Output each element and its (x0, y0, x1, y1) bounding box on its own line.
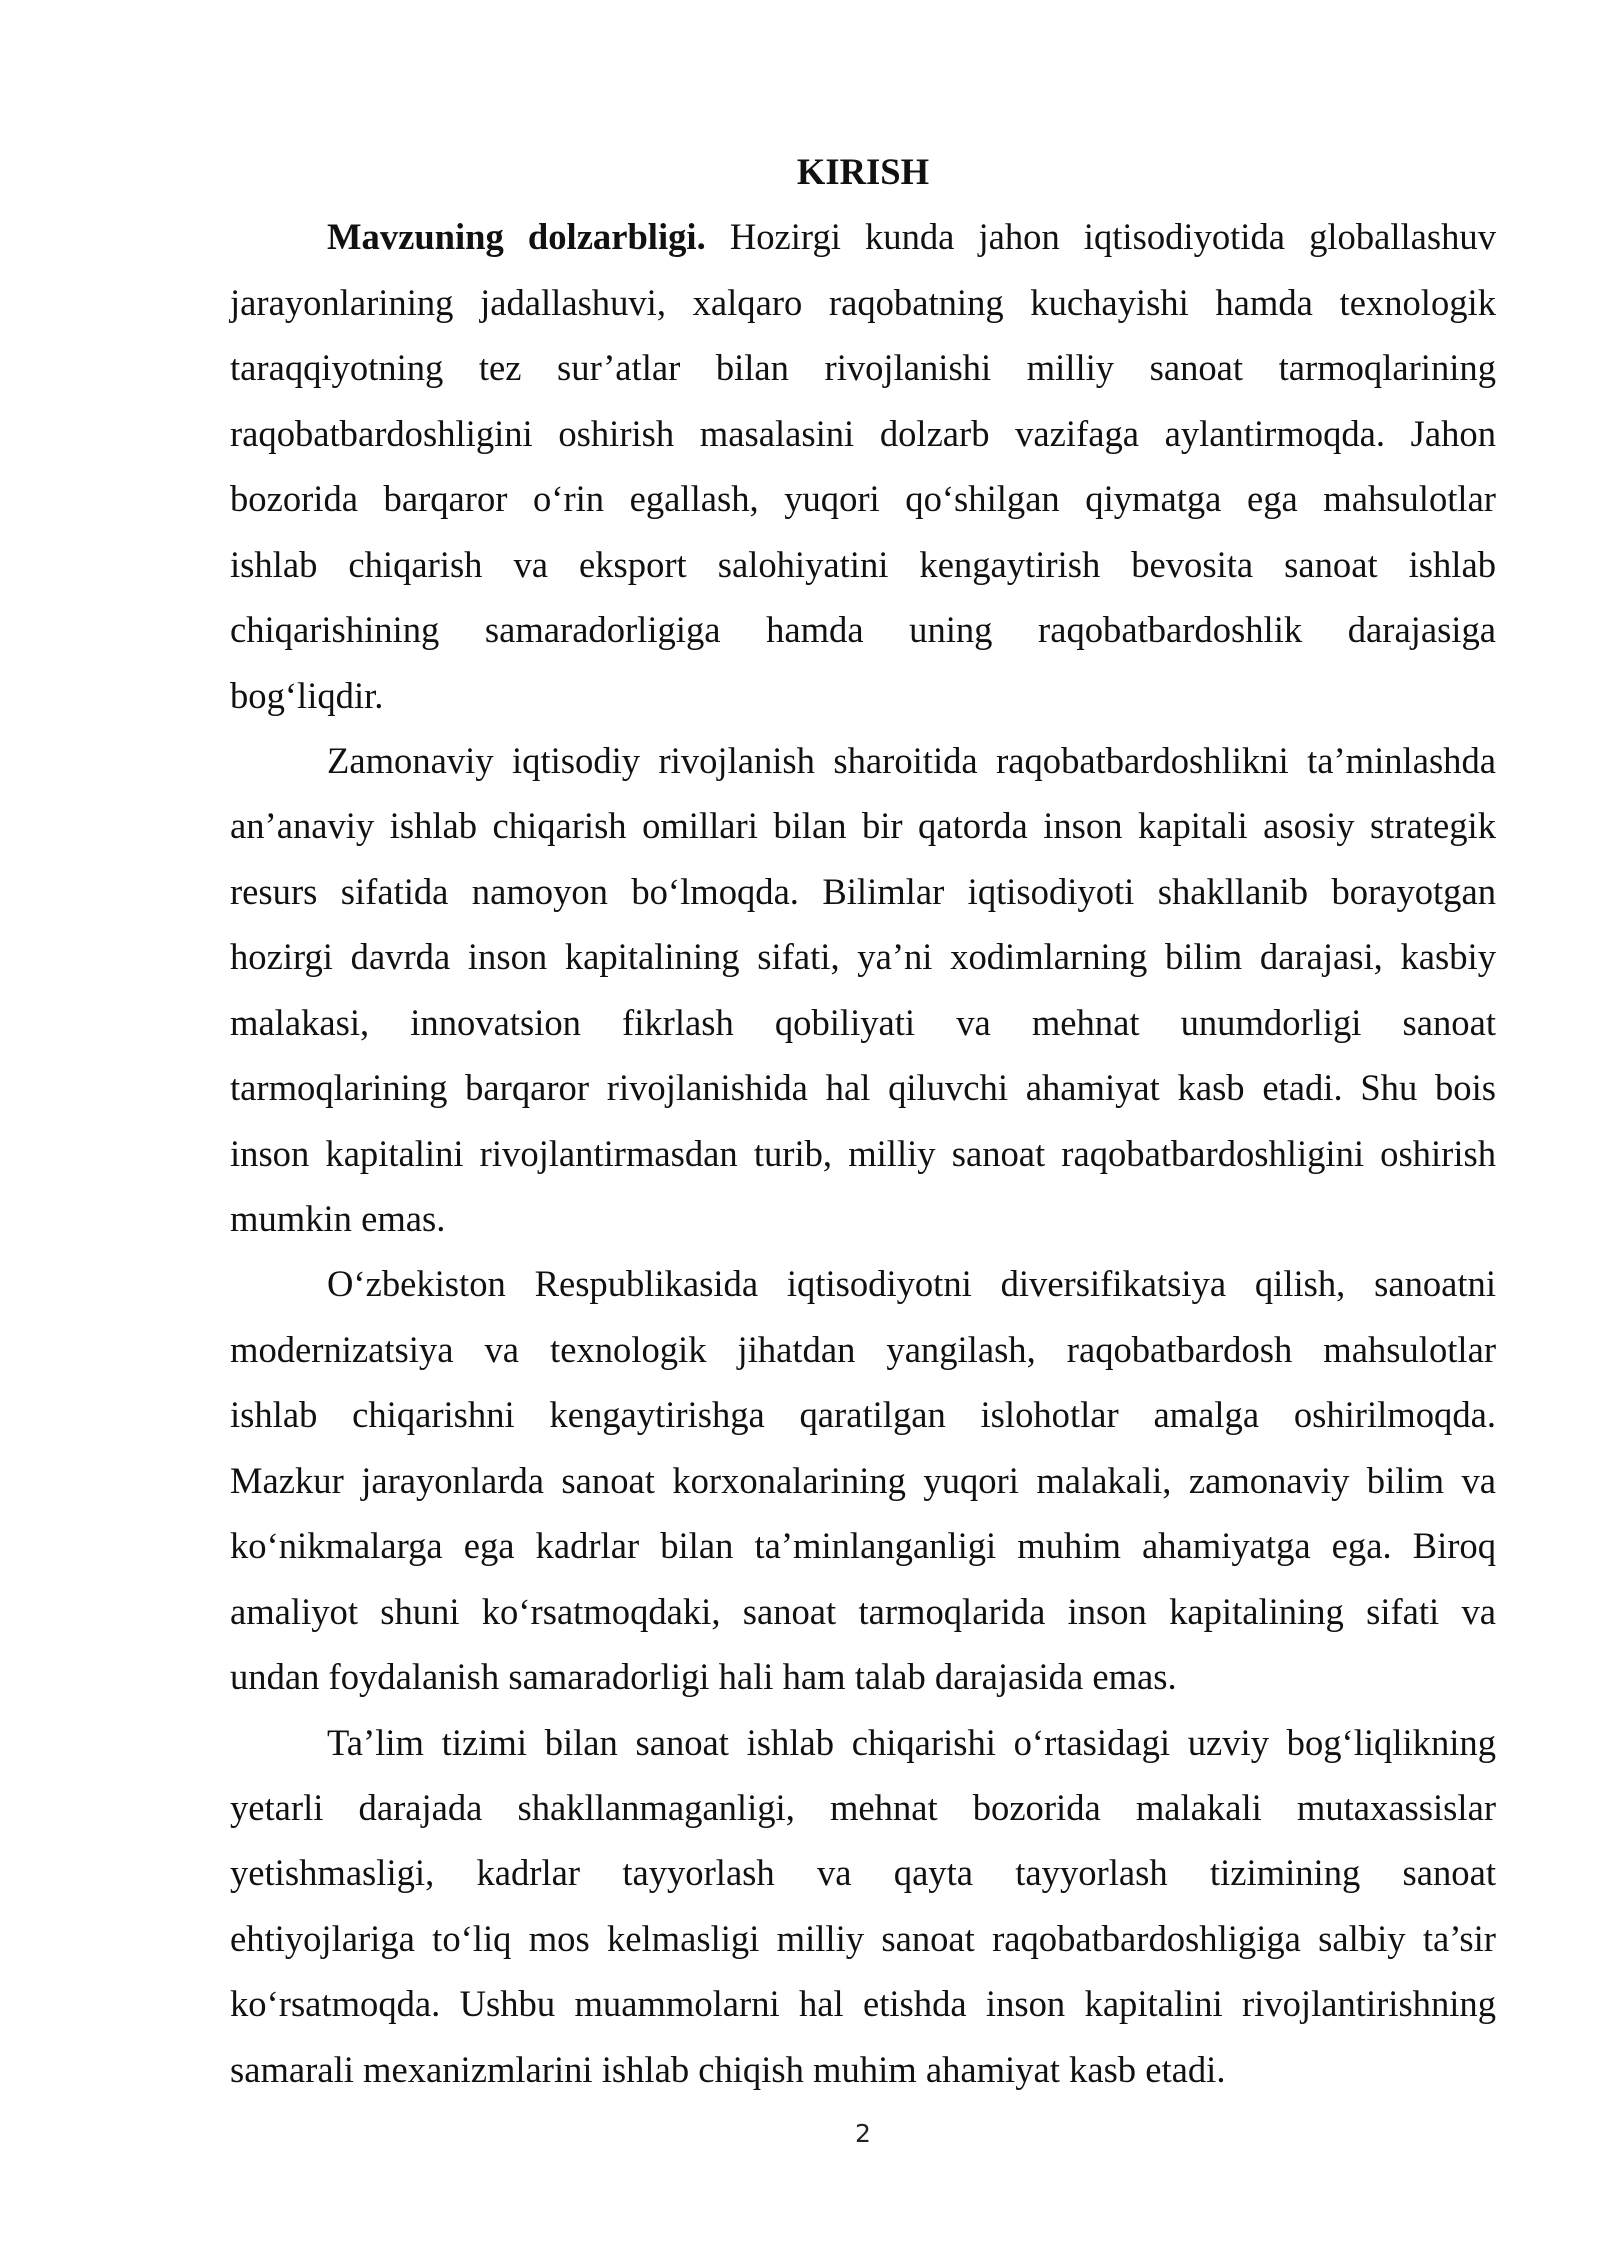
paragraph-line: undan foydalanish samaradorligi hali ham talab darajasida emas. (230, 1656, 1177, 1698)
paragraph-uzbekistan-reforms (230, 1251, 1496, 1709)
paragraph-line-text: Hozirgi kunda jahon iqtisodiyotida globallashuv (729, 216, 1497, 258)
paragraph-line: bog‘liqdir. (230, 674, 384, 716)
paragraph-line: amaliyot shuni ko‘rsatmoqdaki, sanoat tarmoqlarida inson kapitalining sifati va (230, 1590, 1496, 1632)
document-body (230, 139, 1496, 2102)
paragraph-line: an’anaviy ishlab chiqarish omillari bilan bir qatorda inson kapitali asosiy strategik (230, 805, 1496, 847)
paragraph-line: malakasi, innovatsion fikrlash qobiliyati va mehnat unumdorligi sanoat (230, 1001, 1496, 1043)
paragraph-line (230, 204, 1496, 269)
paragraph-line: ko‘nikmalarga ega kadrlar bilan ta’minlanganligi muhim ahamiyatga ega. Biroq (230, 1525, 1496, 1567)
paragraph-line: mumkin emas. (230, 1198, 446, 1239)
paragraph-line: Mazkur jarayonlarda sanoat korxonalarining yuqori malakali, zamonaviy bilim va (230, 1459, 1496, 1501)
paragraph-line: ko‘rsatmoqda. Ushbu muammolarni hal etishda inson kapitalini rivojlantirishning (230, 1983, 1496, 2025)
paragraph-line: yetishmasligi, kadrlar tayyorlash va qayta tayyorlash tizimining sanoat (230, 1852, 1496, 1894)
paragraph-line: jarayonlarining jadallashuvi, xalqaro raqobatning kuchayishi hamda texnologik (230, 281, 1496, 323)
paragraph-line: raqobatbardoshligini oshirish masalasini dolzarb vazifaga aylantirmoqda. Jahon (230, 412, 1496, 454)
page-number: 2 (855, 2119, 871, 2148)
paragraph-line: ishlab chiqarishni kengaytirishga qaratilgan islohotlar amalga oshirilmoqda. (230, 1394, 1496, 1436)
paragraph-line: ishlab chiqarish va eksport salohiyatini kengaytirish bevosita sanoat ishlab (230, 543, 1496, 585)
page-title: KIRISH (796, 151, 930, 192)
paragraph-line: samarali mexanizmlarini ishlab chiqish muhim ahamiyat kasb etadi. (230, 2048, 1226, 2090)
paragraph-line: yetarli darajada shakllanmaganligi, mehnat bozorida malakali mutaxassislar (230, 1786, 1496, 1828)
paragraph-line: inson kapitalini rivojlantirmasdan turib, milliy sanoat raqobatbardoshligini oshirish (230, 1132, 1496, 1174)
paragraph-relevance (230, 204, 1496, 728)
paragraph-line: hozirgi davrda inson kapitalining sifati, ya’ni xodimlarning bilim darajasi, kasbiy (230, 936, 1496, 978)
paragraph-line: tarmoqlarining barqaror rivojlanishida hal qiluvchi ahamiyat kasb etadi. Shu bois (230, 1067, 1496, 1109)
paragraph-line: bozorida barqaror o‘rin egallash, yuqori qo‘shilgan qiymatga ega mahsulotlar (230, 478, 1496, 520)
paragraph-line: Zamonaviy iqtisodiy rivojlanish sharoitida raqobatbardoshlikni ta’minlashda (327, 739, 1496, 781)
paragraph-education-link (230, 1710, 1496, 2103)
paragraph-line: chiqarishining samaradorligiga hamda uning raqobatbardoshlik darajasiga (230, 609, 1496, 651)
paragraph-line: modernizatsiya va texnologik jihatdan yangilash, raqobatbardosh mahsulotlar (230, 1328, 1496, 1370)
paragraph-line: Ta’lim tizimi bilan sanoat ishlab chiqarishi o‘rtasidagi uzviy bog‘liqlikning (327, 1721, 1496, 1763)
paragraph-line: ehtiyojlariga to‘liq mos kelmasligi milliy sanoat raqobatbardoshligiga salbiy ta’sir (230, 1917, 1496, 1959)
paragraph-lead: Mavzuning dolzarbligi. (327, 216, 706, 258)
paragraph-line: resurs sifatida namoyon bo‘lmoqda. Bilimlar iqtisodiyoti shakllanib borayotgan (230, 870, 1496, 912)
paragraph-line: O‘zbekiston Respublikasida iqtisodiyotni diversifikatsiya qilish, sanoatni (327, 1263, 1496, 1305)
paragraph-human-capital (230, 728, 1496, 1252)
paragraph-line: taraqqiyotning tez sur’atlar bilan rivojlanishi milliy sanoat tarmoqlarining (230, 347, 1496, 389)
